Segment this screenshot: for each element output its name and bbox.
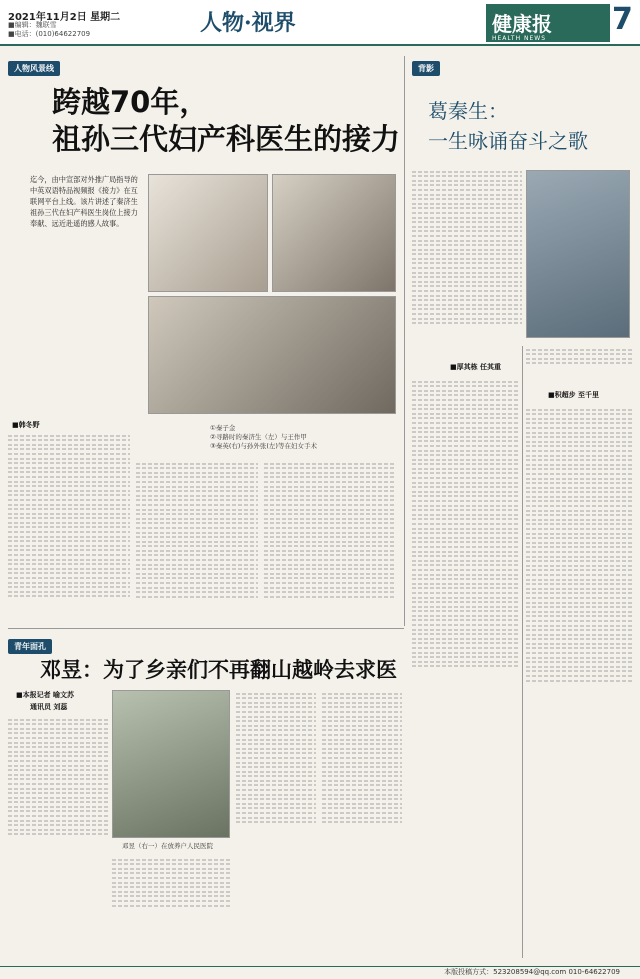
caption-1: ①秦子金 [210,424,236,432]
newspaper-logo [486,4,610,42]
right-story-tag [412,56,440,76]
logo-text: 健康报 [492,12,552,36]
left-body-col-2 [136,460,258,622]
page-header [0,0,640,46]
headline-line1: 跨越70年， [52,85,209,119]
bottom-body-col-4 [322,690,402,958]
page-footer: 本版投稿方式：523208594@qq.com 010-64622709 [0,966,640,979]
bottom-byline-1: ■本报记者 喻文苏 [16,691,75,699]
caption-3: ③秦英(右)与孙外张(左)等在妇女手术 [210,442,317,450]
title-line1: 葛秦生： [428,99,508,123]
right-column-divider [522,346,523,958]
left-story-byline: ■韩冬野 [12,421,40,429]
page-number: 7 [612,2,633,37]
headline-line2: 祖孙三代妇产科医生的接力 [52,122,401,156]
bottom-body-col-2 [112,856,230,958]
bottom-photo [112,690,230,838]
bottom-story-headline: 邓昱：为了乡亲们不再翻山越岭去求医 [40,658,397,682]
tag-label: 背影 [412,61,440,76]
left-body-col-3 [264,460,396,622]
portrait-photo [526,170,630,338]
logo-en-text: HEALTH NEWS [492,35,547,42]
bottom-story-tag [8,634,52,654]
phone-line: ■电话：(010)64622709 [8,30,91,38]
left-body-col-1 [8,432,130,622]
section-divider [8,628,404,629]
right-body-col-2 [526,406,632,958]
photo-1 [148,174,268,292]
caption-2: ②寻路时的秦济生（左）与王作甲 [210,433,307,441]
editor-info [8,21,90,39]
left-story-intro: 迄今，由中宣部对外推广局指导的中英双语特品视频报《接力》在互联网平台上线。该片讲述了秦济生祖孙三代在妇产科医生岗位上接力奉献、远近赴遥的感人故事。 [30,175,138,228]
bottom-photo-caption: 邓昱（右一）在放养户人民医院 [122,842,213,850]
bottom-byline-2: 通讯员 刘蕊 [30,703,68,711]
right-body-col-1 [412,378,520,958]
left-story-tag [8,56,60,76]
right-intro [412,168,522,348]
editor-line: ■编辑：魏联雪 [8,21,57,29]
photo-3 [148,296,396,414]
column-divider [404,56,405,626]
left-story-headline [52,84,400,158]
right-byline-2: ■积超步 至千里 [548,391,600,399]
photo-2 [272,174,396,292]
title-line2: 一生咏诵奋斗之歌 [428,129,588,153]
issue-date: 2021年11月2日 星期二 [8,12,121,23]
bottom-body-col-1 [8,716,108,958]
right-byline-1: ■厚其栋 任其重 [450,363,502,371]
tag-label: 人物风景线 [8,61,60,76]
photo-captions [210,424,317,451]
right-story-title [428,96,588,156]
bottom-body-col-3 [236,690,316,958]
section-title: 人物·视界 [200,10,296,36]
tag-label: 青年面孔 [8,639,52,654]
right-body-col-2a [526,346,632,386]
